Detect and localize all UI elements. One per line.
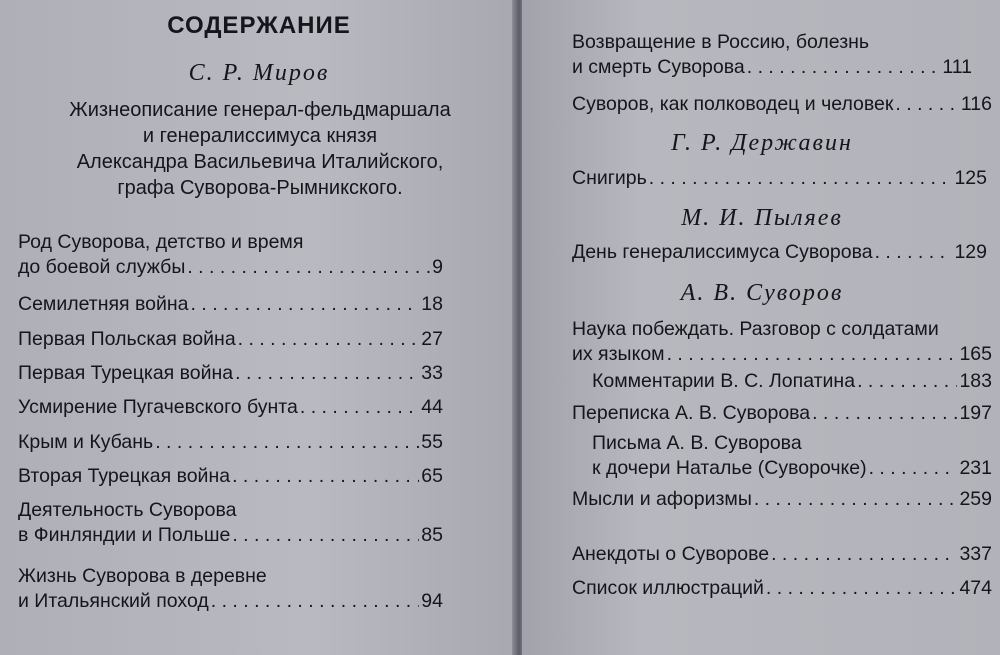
author-suvorov: А. В. Суворов xyxy=(680,280,844,306)
toc-entry-title: до боевой службы xyxy=(18,256,186,278)
leader-dots xyxy=(771,542,957,567)
toc-entry[interactable] xyxy=(18,230,443,280)
contents-heading: СОДЕРЖАНИЕ xyxy=(167,12,351,39)
page-number: 231 xyxy=(959,457,992,479)
page-number: 18 xyxy=(421,293,443,315)
toc-entry-title: и смерть Суворова xyxy=(572,56,745,78)
toc-entry-title: Анекдоты о Суворове xyxy=(572,543,770,565)
page-number: 197 xyxy=(959,402,992,424)
page-number: 27 xyxy=(421,328,443,350)
toc-entry[interactable] xyxy=(572,487,992,512)
toc-entry[interactable] xyxy=(18,292,443,317)
description-line: графа Суворова-Рымникского. xyxy=(117,177,403,199)
toc-entry-title: и Итальянский поход xyxy=(18,590,209,612)
toc-entry-title: Усмирение Пугачевского бунта xyxy=(18,396,298,418)
page-number: 33 xyxy=(421,362,443,384)
toc-entry-title: Комментарии В. С. Лопатина xyxy=(592,370,856,392)
toc-entry-title: Деятельность Суворова xyxy=(18,499,237,521)
leader-dots xyxy=(211,589,420,614)
toc-entry-title: Письма А. В. Суворова xyxy=(592,432,802,454)
author-derzhavin: Г. Р. Державин xyxy=(671,130,853,156)
toc-entry[interactable] xyxy=(572,166,987,191)
toc-entry-title: День генералиссимуса Суворова xyxy=(572,241,873,263)
leader-dots xyxy=(155,430,419,455)
leader-dots xyxy=(300,395,419,420)
toc-entry[interactable] xyxy=(18,430,443,455)
leader-dots xyxy=(875,240,953,265)
toc-entry[interactable] xyxy=(572,30,972,80)
toc-entry-title: в Финляндии и Польше xyxy=(18,524,231,546)
page-number: 337 xyxy=(959,543,992,565)
toc-entry-title: их языком xyxy=(572,343,665,365)
toc-entry[interactable] xyxy=(18,564,443,614)
page-number: 116 xyxy=(960,93,992,115)
toc-entry-title: Снигирь xyxy=(572,167,647,189)
page-number: 183 xyxy=(959,370,992,392)
biography-description xyxy=(10,97,510,201)
toc-entry[interactable] xyxy=(572,240,987,265)
page-number: 474 xyxy=(959,577,992,599)
toc-entry-title: Крым и Кубань xyxy=(18,431,154,453)
page-number: 129 xyxy=(954,241,987,263)
description-line: и генералиссимуса князя xyxy=(142,125,378,147)
leader-dots xyxy=(869,456,958,481)
toc-entry-title: Наука побеждать. Разговор с солдатами xyxy=(572,318,939,340)
page-number: 65 xyxy=(421,465,443,487)
toc-entry-title: Список иллюстраций xyxy=(572,577,764,599)
toc-entry-title: Семилетняя война xyxy=(18,293,189,315)
author-mirov: С. Р. Миров xyxy=(188,60,330,86)
page-number: 125 xyxy=(954,167,987,189)
right-page xyxy=(522,0,1000,655)
toc-entry[interactable] xyxy=(592,369,992,394)
toc-entry[interactable] xyxy=(572,92,992,117)
leader-dots xyxy=(232,464,419,489)
leader-dots xyxy=(812,401,957,426)
toc-entry-title: Первая Турецкая война xyxy=(18,362,234,384)
leader-dots xyxy=(238,327,420,352)
toc-entry-title: Жизнь Суворова в деревне xyxy=(18,565,267,587)
toc-entry-title: Род Суворова, детство и время xyxy=(18,231,304,253)
leader-dots xyxy=(235,361,419,386)
toc-entry[interactable] xyxy=(18,464,443,489)
leader-dots xyxy=(895,92,959,117)
toc-entry-title: к дочери Наталье (Суворочке) xyxy=(592,457,867,479)
page-number: 85 xyxy=(421,524,443,546)
toc-entry[interactable] xyxy=(18,361,443,386)
toc-entry-title: Суворов, как полководец и человек xyxy=(572,93,894,115)
leader-dots xyxy=(667,342,958,367)
leader-dots xyxy=(766,576,958,601)
toc-entry[interactable] xyxy=(18,498,443,548)
toc-entry[interactable] xyxy=(572,542,992,567)
toc-entry-title: Переписка А. В. Суворова xyxy=(572,402,811,424)
author-pylyaev: М. И. Пыляев xyxy=(681,205,843,231)
page-number: 94 xyxy=(421,590,443,612)
description-line: Жизнеописание генерал-фельдмаршала xyxy=(69,99,451,121)
page-number: 111 xyxy=(942,56,972,78)
toc-entry[interactable] xyxy=(18,327,443,352)
toc-entry[interactable] xyxy=(572,576,992,601)
page-number: 55 xyxy=(421,431,443,453)
toc-entry-title: Возвращение в Россию, болезнь xyxy=(572,31,870,53)
toc-entry[interactable] xyxy=(592,431,992,481)
page-number: 44 xyxy=(421,396,443,418)
page-number: 165 xyxy=(959,343,992,365)
toc-entry[interactable] xyxy=(572,317,992,367)
leader-dots xyxy=(754,487,958,512)
toc-entry[interactable] xyxy=(18,395,443,420)
page-number: 259 xyxy=(959,488,992,510)
leader-dots xyxy=(747,55,941,80)
toc-entry-title: Мысли и афоризмы xyxy=(572,488,752,510)
description-line: Александра Васильевича Италийского, xyxy=(76,151,444,173)
leader-dots xyxy=(857,369,957,394)
toc-entry[interactable] xyxy=(572,401,992,426)
leader-dots xyxy=(191,292,420,317)
toc-entry-title: Вторая Турецкая война xyxy=(18,465,231,487)
page-number: 9 xyxy=(432,256,443,278)
leader-dots xyxy=(649,166,953,191)
leader-dots xyxy=(232,523,419,548)
toc-entry-title: Первая Польская война xyxy=(18,328,236,350)
leader-dots xyxy=(187,255,430,280)
